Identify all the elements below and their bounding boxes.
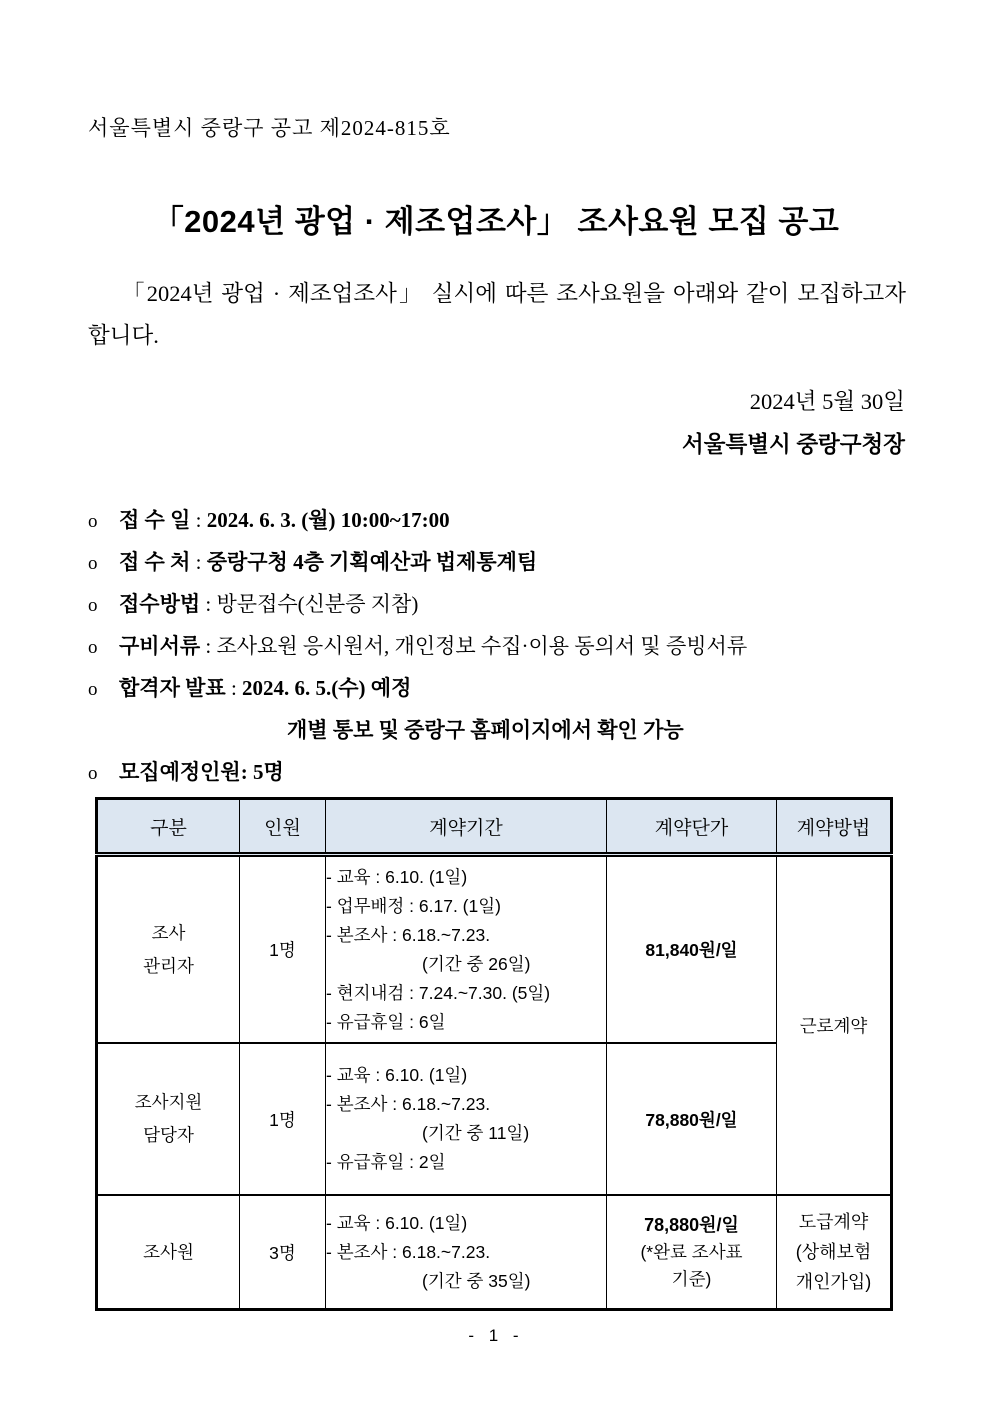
circle-bullet-icon: o xyxy=(88,679,98,700)
cell-unit-price: 81,840원/일 xyxy=(607,855,777,1044)
circle-bullet-icon: o xyxy=(88,637,98,658)
table-header-row xyxy=(97,799,892,855)
table-row-surveyor xyxy=(97,1195,892,1310)
cell-category: 조사 관리자 xyxy=(97,855,240,1044)
list-item-reception-method: o 접수방법 : 방문접수(신분증 지참) xyxy=(88,583,928,625)
col-header-unit-price: 계약단가 xyxy=(607,799,777,855)
item-value: 개별 통보 및 중랑구 홈페이지에서 확인 가능 xyxy=(287,718,684,742)
cell-unit-price: 78,880원/일 xyxy=(607,1043,777,1195)
cell-contract-period: - 교육 : 6.10. (1일) - 업무배정 : 6.17. (1일) - 본조사 : 6.18.~7.23. (기간 중 26일) - 현지내검 : 7.24.~7.30. (5일) - 유급휴일 : 6일 xyxy=(326,855,607,1044)
cell-headcount: 3명 xyxy=(240,1195,326,1310)
cell-category: 조사원 xyxy=(97,1195,240,1310)
item-label: 접수방법 xyxy=(119,592,201,616)
page-number: - 1 - xyxy=(468,1326,524,1345)
circle-bullet-icon: o xyxy=(88,511,98,532)
table-row-survey-manager xyxy=(97,855,892,1044)
item-value: 5명 xyxy=(252,760,284,784)
intro-paragraph: 「2024년 광업 · 제조업조사」 실시에 따른 조사요원을 아래와 같이 모집하고자 합니다. xyxy=(88,281,906,348)
item-value: 조사요원 응시원서, 개인정보 수집·이용 동의서 및 증빙서류 xyxy=(216,634,748,658)
list-item-reception-place: o 접 수 처 : 중랑구청 4층 기획예산과 법제통계팀 xyxy=(88,541,928,583)
col-header-category: 구분 xyxy=(97,799,240,855)
date-block xyxy=(682,380,905,466)
info-list xyxy=(88,499,928,793)
cell-unit-price: 78,880원/일 (*완료 조사표 기준) xyxy=(607,1195,777,1310)
col-header-headcount: 인원 xyxy=(240,799,326,855)
list-item-planned-headcount xyxy=(88,751,928,793)
item-value: 2024. 6. 3. (월) 10:00~17:00 xyxy=(206,508,450,532)
cell-contract-period: - 교육 : 6.10. (1일) - 본조사 : 6.18.~7.23. (기간 중 35일) xyxy=(326,1195,607,1310)
item-label: 구비서류 xyxy=(119,634,201,658)
item-label: 접 수 일 xyxy=(119,508,191,532)
item-label: 합격자 발표 xyxy=(119,676,226,700)
circle-bullet-icon: o xyxy=(88,763,98,784)
item-value: 2024. 6. 5.(수) 예정 xyxy=(242,676,412,700)
cell-headcount: 1명 xyxy=(240,855,326,1044)
doc-number: 서울특별시 중랑구 공고 제2024-815호 xyxy=(88,116,451,140)
list-item-reception-date: o 접 수 일 : 2024. 6. 3. (월) 10:00~17:00 xyxy=(88,499,928,541)
issuer: 서울특별시 중랑구청장 xyxy=(682,432,905,457)
item-label: 접 수 처 xyxy=(119,550,191,574)
list-item-confirm-note xyxy=(88,709,928,751)
cell-headcount: 1명 xyxy=(240,1043,326,1195)
table-row-survey-support xyxy=(97,1043,892,1195)
circle-bullet-icon: o xyxy=(88,553,98,574)
page-title: 「2024년 광업 · 제조업조사」 조사요원 모집 공고 xyxy=(152,204,840,239)
recruitment-table xyxy=(95,797,893,1311)
cell-category: 조사지원 담당자 xyxy=(97,1043,240,1195)
col-header-contract-method: 계약방법 xyxy=(777,799,892,855)
cell-contract-method: 도급계약 (상해보험 개인가입) xyxy=(777,1195,892,1310)
item-value: 중랑구청 4층 기획예산과 법제통계팀 xyxy=(206,550,538,574)
cell-contract-method: 근로계약 xyxy=(777,855,892,1196)
list-item-result-announcement: o 합격자 발표 : 2024. 6. 5.(수) 예정 xyxy=(88,667,928,709)
announcement-date: 2024년 5월 30일 xyxy=(749,389,905,414)
cell-contract-period: - 교육 : 6.10. (1일) - 본조사 : 6.18.~7.23. (기간 중 11일) - 유급휴일 : 2일 xyxy=(326,1043,607,1195)
item-label: 모집예정인원: xyxy=(119,760,248,784)
col-header-contract-period: 계약기간 xyxy=(326,799,607,855)
list-item-required-documents: o 구비서류 : 조사요원 응시원서, 개인정보 수집·이용 동의서 및 증빙서류 xyxy=(88,625,928,667)
item-value: 방문접수(신분증 지참) xyxy=(216,592,419,616)
circle-bullet-icon: o xyxy=(88,595,98,616)
